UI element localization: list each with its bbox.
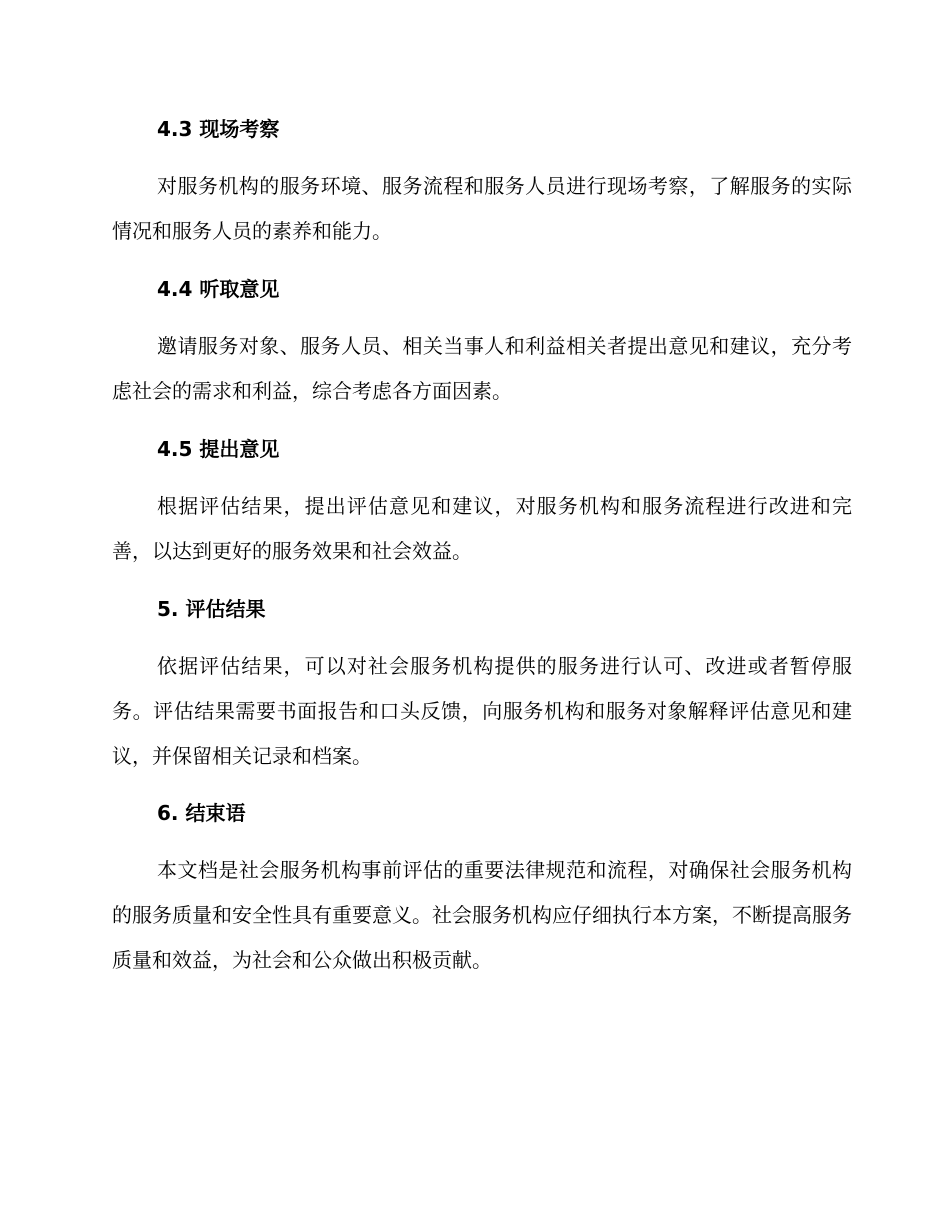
section-paragraph: 邀请服务对象、服务人员、相关当事人和利益相关者提出意见和建议，充分考虑社会的需求和利益，综合考虑各方面因素。 xyxy=(112,334,852,403)
section-paragraph: 依据评估结果，可以对社会服务机构提供的服务进行认可、改进或者暂停服务。评估结果需要书面报告和口头反馈，向服务机构和服务对象解释评估意见和建议，并保留相关记录和档案。 xyxy=(112,654,852,768)
section-heading: 4.4 听取意见 xyxy=(157,277,280,301)
section-heading: 4.5 提出意见 xyxy=(157,437,280,461)
section-heading: 6. 结束语 xyxy=(157,801,246,825)
section-heading: 5. 评估结果 xyxy=(157,597,266,621)
section-paragraph: 本文档是社会服务机构事前评估的重要法律规范和流程，对确保社会服务机构的服务质量和安全性具有重要意义。社会服务机构应仔细执行本方案，不断提高服务质量和效益，为社会和公众做出积极贡献。 xyxy=(112,858,852,972)
section-paragraph: 对服务机构的服务环境、服务流程和服务人员进行现场考察，了解服务的实际情况和服务人员的素养和能力。 xyxy=(112,174,852,243)
section-paragraph: 根据评估结果，提出评估意见和建议，对服务机构和服务流程进行改进和完善，以达到更好的服务效果和社会效益。 xyxy=(112,494,852,563)
section-heading: 4.3 现场考察 xyxy=(157,117,280,141)
